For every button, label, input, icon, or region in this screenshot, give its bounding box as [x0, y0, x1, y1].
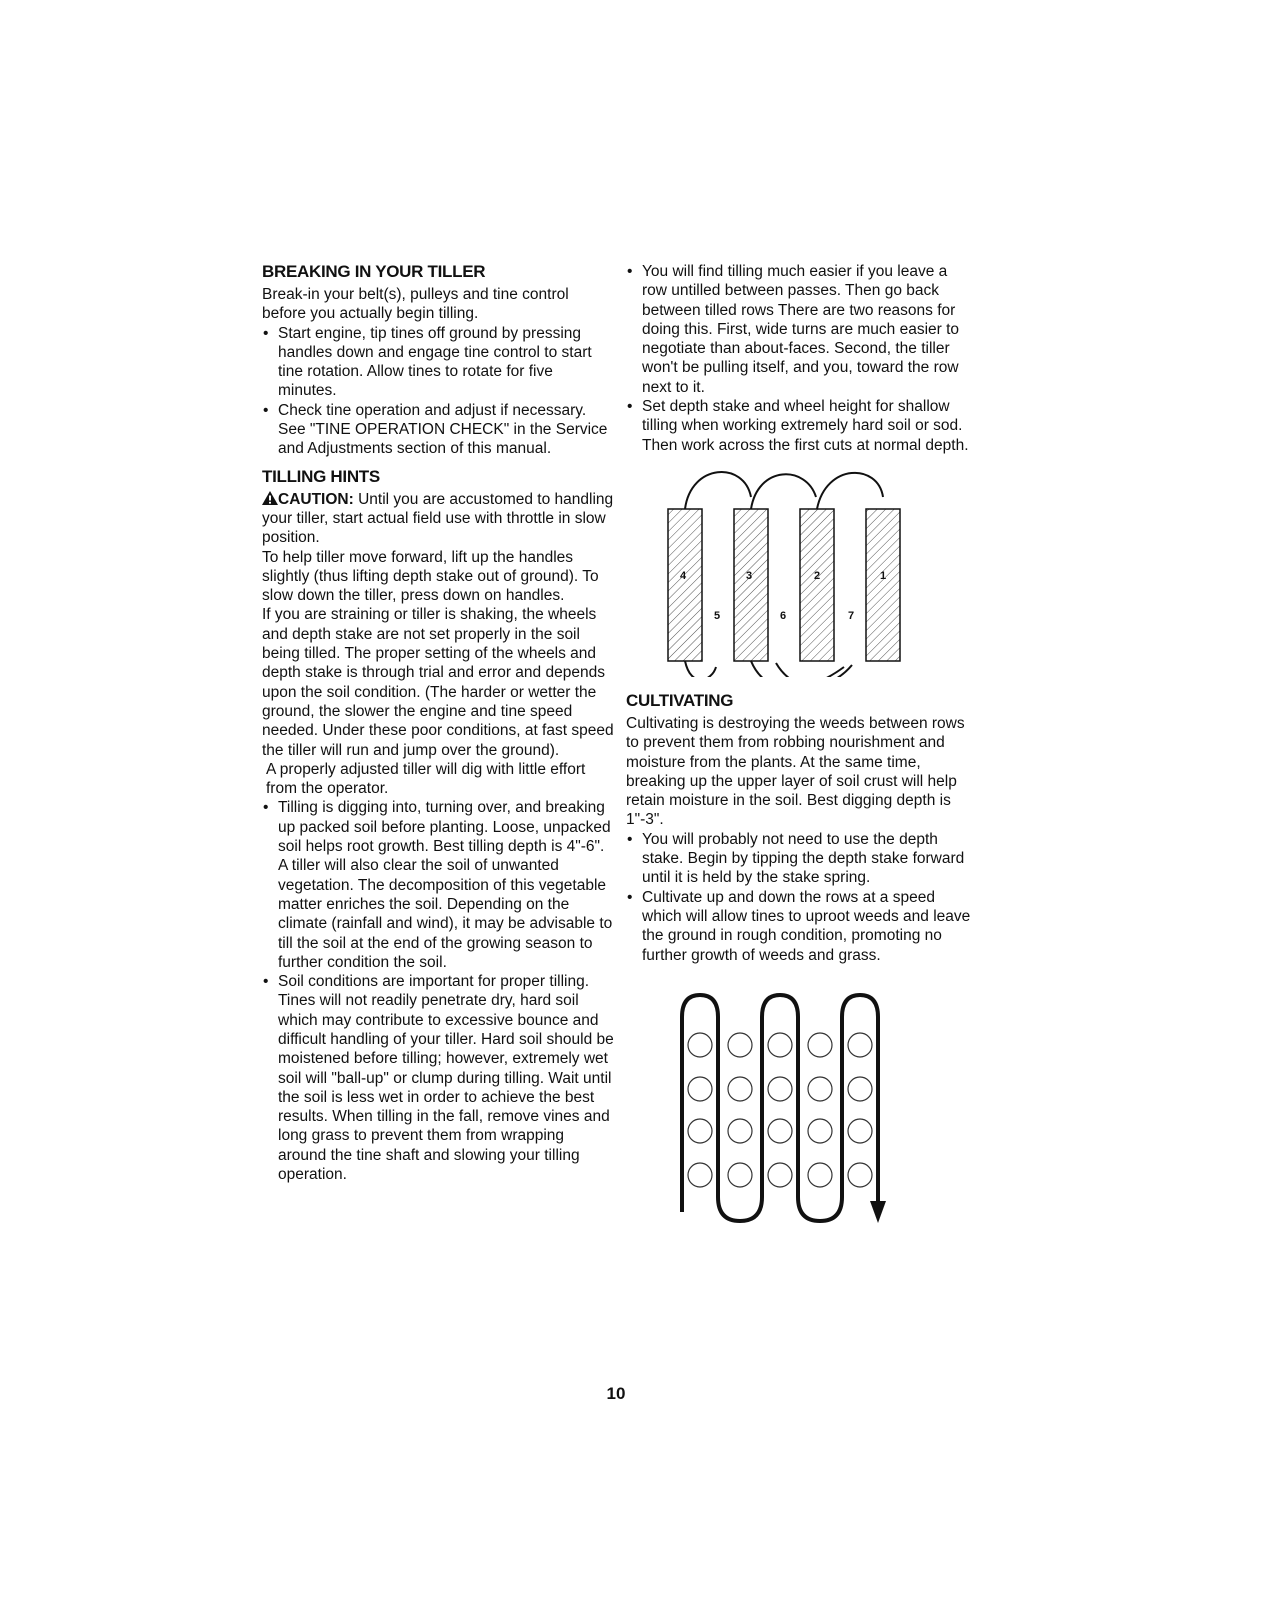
row-label: 5	[714, 609, 721, 622]
cultivating-list	[626, 830, 972, 965]
row-strip	[800, 509, 834, 661]
row-label: 7	[848, 609, 855, 622]
cultivating-intro: Cultivating is destroying the weeds between rows to prevent them from robbing nourishment and moisture from the plants. At the same time, breaking up the upper layer of soil crust will help retain moisture in the soil. Best digging depth is 1"-3".	[626, 714, 965, 829]
list-item: • Check tine operation and adjust if necessary. See "TINE OPERATION CHECK" in the Service and Adjustments section of this manual.	[262, 401, 614, 459]
list-item: • Tilling is digging into, turning over, and breaking up packed soil before planting. Loose, unpacked soil helps root growth. Best tilling depth is 4"-6". A tiller will also clear the soil of unwanted vegetation. The decomposition of this vegetable matter enriches the soil. Depending on the climate (rainfall and wind), it may be advisable to till the soil at the end of the growing season to further condition the soil.	[262, 798, 614, 972]
row-strip	[866, 509, 900, 661]
caution-paragraph	[262, 490, 614, 548]
row-label: 1	[880, 569, 887, 582]
page-number: 10	[606, 1384, 626, 1403]
breaking-in-intro: Break-in your belt(s), pulleys and tine control before you actually begin tilling.	[262, 286, 569, 323]
list-item: • Set depth stake and wheel height for shallow tilling when working extremely hard soil or sod. Then work across the first cuts at normal depth.	[626, 397, 972, 455]
row-strip	[734, 509, 768, 661]
plant-icon	[728, 1077, 752, 1101]
list-item: • You will probably not need to use the depth stake. Begin by tipping the depth stake forward until it is held by the stake spring.	[626, 830, 972, 888]
tilling-paragraph-2: If you are straining or tiller is shaking, the wheels and depth stake are not set properly in the soil being tilled. The proper setting of the wheels and depth stake is through trial and error and depends upon the soil condition. (The harder or wetter the ground, the slower the engine and tine speed needed. Under these poor conditions, at fast speed the tiller will run and jump over the ground).	[262, 606, 614, 759]
pass-arrow	[817, 473, 883, 509]
plant-icon	[808, 1119, 832, 1143]
pass-arrows	[685, 472, 883, 677]
plant-icon	[808, 1163, 832, 1187]
row-label: 6	[780, 609, 787, 622]
row-label: 2	[814, 569, 821, 582]
tilling-hints-heading: TILLING HINTS	[262, 466, 380, 486]
list-item: • Cultivate up and down the rows at a speed which will allow tines to uproot weeds and leave the ground in rough condition, promoting no further growth of weeds and grass.	[626, 888, 972, 965]
plant-icon	[768, 1077, 792, 1101]
tilling-hints-list	[262, 798, 614, 1184]
left-column	[262, 262, 614, 1184]
cultivating-heading: CULTIVATING	[626, 690, 734, 710]
plant-icon	[848, 1077, 872, 1101]
plant-icon	[808, 1077, 832, 1101]
breaking-in-section	[262, 262, 614, 459]
cultivating-section	[626, 691, 972, 965]
tilling-paragraph-3: A properly adjusted tiller will dig with little effort from the operator.	[266, 760, 586, 798]
plant-icon	[848, 1033, 872, 1057]
tilling-hints-list-continued	[626, 262, 972, 455]
breaking-in-heading: BREAKING IN YOUR TILLER	[262, 262, 486, 281]
row-labels	[680, 570, 886, 622]
breaking-in-list	[262, 324, 614, 459]
warning-icon	[262, 491, 278, 505]
plant-icon	[848, 1119, 872, 1143]
plant-icon	[728, 1163, 752, 1187]
list-item: • Start engine, tip tines off ground by pressing handles down and engage tine control to start tine rotation. Allow tines to rotate for five minutes.	[262, 324, 614, 401]
plant-icon	[688, 1119, 712, 1143]
plant-icon	[728, 1119, 752, 1143]
list-item: • You will find tilling much easier if you leave a row untilled between passes. Then go back between tilled rows There are two reasons for doing this. First, wide turns are much easier to negotiate than about-faces. Second, the tiller won't be pulling itself, and you, toward the row next to it.	[626, 262, 972, 397]
tilling-pattern-diagram	[656, 467, 918, 677]
plant-icon	[688, 1033, 712, 1057]
tilling-hints-section	[262, 467, 614, 1185]
plant-icon	[848, 1163, 872, 1187]
plant-icon	[688, 1077, 712, 1101]
row-strip	[668, 509, 702, 661]
plant-icon	[808, 1033, 832, 1057]
tilling-paragraph-1: To help tiller move forward, lift up the handles slightly (thus lifting depth stake out of ground). To slow down the tiller, press down on handles.	[262, 548, 599, 605]
plant-icon	[768, 1119, 792, 1143]
pass-arrow	[685, 661, 716, 677]
pass-arrow	[751, 661, 844, 677]
caution-label: CAUTION:	[278, 490, 354, 508]
plant-icon	[728, 1033, 752, 1057]
caution-text: Until you are accustomed to handling your tiller, start actual field use with throttle in slow position.	[262, 490, 614, 547]
row-label: 3	[746, 569, 753, 582]
arrow-head-icon	[870, 1201, 886, 1223]
plant-icon	[688, 1163, 712, 1187]
right-column	[626, 262, 972, 1227]
pass-arrow	[751, 474, 816, 509]
list-item: • Soil conditions are important for proper tilling. Tines will not readily penetrate dry, hard soil which may contribute to excessive bounce and difficult handling of your tiller. Hard soil should be moistened before tilling; however, extremely wet soil will "ball-up" or clump during tilling. Wait until the soil is less wet in order to achieve the best results. When tilling in the fall, remove vines and long grass to prevent them from wrapping around the tine shaft and slowing your tilling operation.	[262, 972, 614, 1184]
row-label: 4	[680, 569, 687, 582]
plant-icon	[768, 1163, 792, 1187]
cultivating-pattern-diagram	[670, 987, 900, 1227]
plant-icon	[768, 1033, 792, 1057]
tilled-rows	[668, 509, 900, 661]
plant-grid	[688, 1033, 872, 1187]
pass-arrow	[685, 472, 751, 509]
